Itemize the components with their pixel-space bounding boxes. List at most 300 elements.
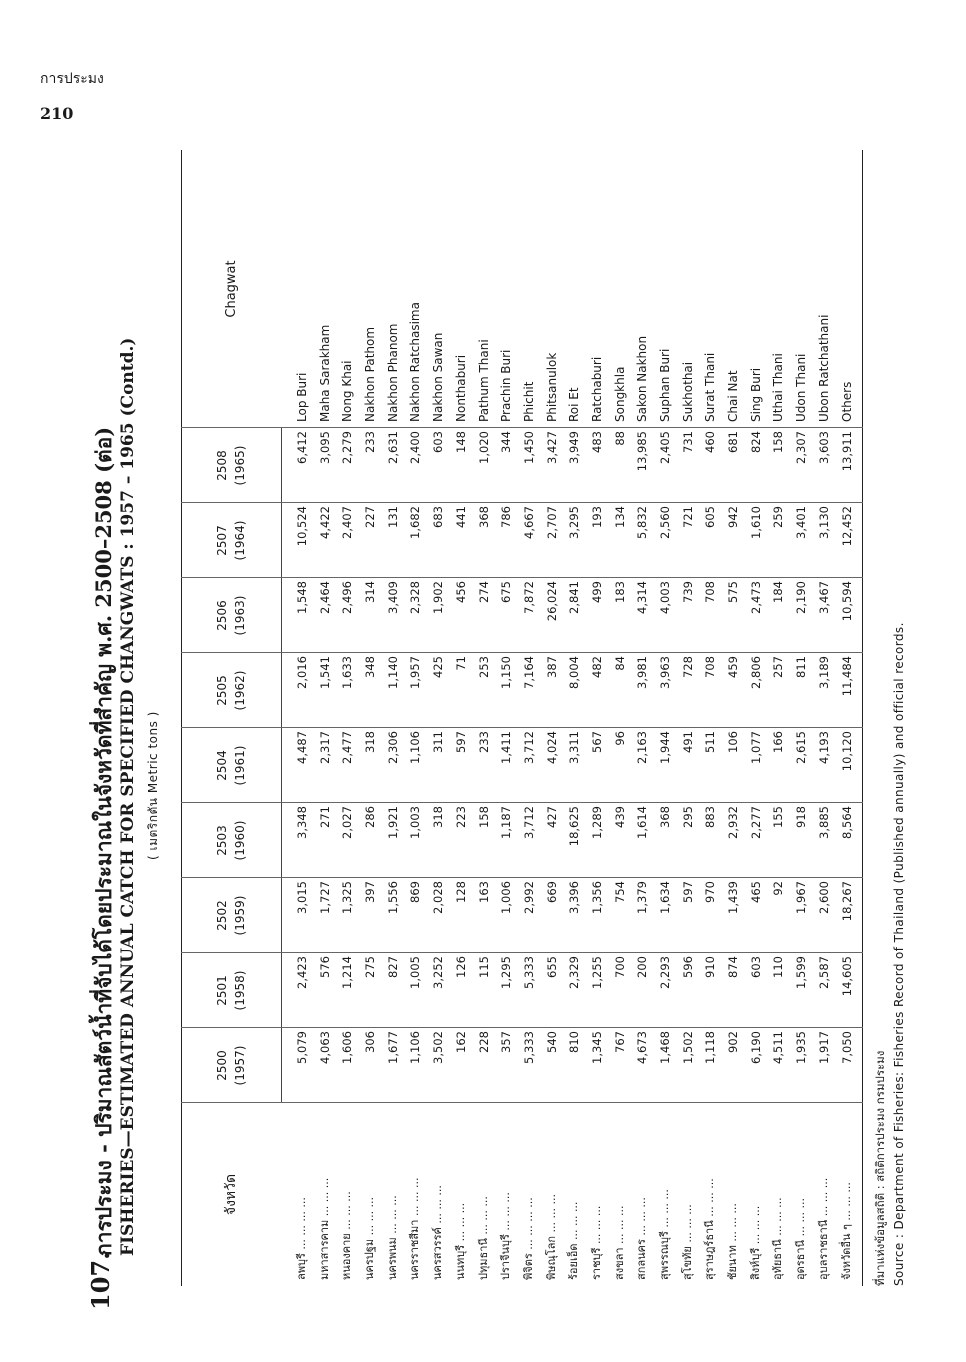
catch-value: 575	[726, 581, 741, 603]
catch-value: 8,004	[567, 656, 582, 689]
catch-value: 728	[680, 656, 695, 678]
catch-value: 669	[544, 881, 559, 903]
catch-value: 368	[476, 506, 491, 528]
catch-value: 368	[658, 806, 672, 828]
catch-value: 7,164	[521, 656, 536, 689]
catch-value: 874	[726, 956, 741, 978]
province-thai: สิงห์บุรี ... ... ...	[748, 1205, 762, 1280]
catch-value: 1,548	[295, 581, 309, 614]
province-english: Sukhothai	[680, 361, 695, 422]
catch-value: 4,673	[635, 1031, 650, 1064]
catch-value: 233	[363, 431, 378, 453]
catch-value: 1,556	[385, 881, 400, 914]
catch-value: 597	[453, 731, 468, 753]
catch-value: 13,911	[839, 431, 854, 472]
year-ce: (1960)	[233, 820, 247, 861]
catch-value: 1,944	[658, 731, 672, 764]
table-number: 107.	[86, 1251, 115, 1310]
catch-value: 397	[363, 881, 378, 903]
catch-value: 4,422	[317, 506, 332, 539]
catch-value: 14,605	[839, 956, 854, 997]
table-row	[518, 150, 541, 1286]
catch-value: 456	[453, 581, 468, 603]
catch-value: 605	[703, 506, 718, 528]
catch-value: 1,606	[340, 1031, 355, 1064]
catch-value: 158	[476, 806, 491, 828]
catch-value: 1,255	[589, 956, 604, 989]
catch-value: 2,992	[521, 881, 536, 914]
year-column-header	[181, 878, 281, 953]
catch-value: 1,935	[794, 1031, 809, 1064]
year-be: 2500	[215, 1050, 229, 1081]
catch-value: 6,190	[748, 1031, 763, 1064]
catch-value: 1,006	[499, 881, 514, 914]
catch-value: 3,252	[431, 956, 446, 989]
table-row	[813, 150, 836, 1286]
catch-value: 3,963	[658, 656, 672, 689]
province-english: Phichit	[521, 381, 536, 422]
catch-value: 3,295	[567, 506, 582, 539]
catch-value: 655	[544, 956, 559, 978]
catch-value: 1,502	[680, 1031, 695, 1064]
catch-value: 92	[771, 881, 786, 896]
province-english: Roi Et	[567, 387, 582, 422]
source-thai: ที่มาแห่งข้อมูลสถิติ : สถิติการประมง กรมประมง	[873, 1050, 887, 1286]
catch-value: 1,957	[408, 656, 423, 689]
province-thai: อุทัยธานี ... ... ...	[771, 1197, 785, 1280]
province-english: Nakhon Sawan	[431, 332, 446, 422]
province-thai: นครราชสีมา ... ... ...	[408, 1177, 422, 1280]
province-thai: ลพบุรี ... ... ... ...	[295, 1197, 308, 1280]
province-thai: นครสวรรค์ ... ... ...	[431, 1185, 445, 1280]
catch-value: 306	[363, 1031, 378, 1053]
catch-value: 1,614	[635, 806, 650, 839]
province-thai: สกลนคร ... ... ...	[635, 1197, 649, 1280]
catch-value: 1,356	[589, 881, 604, 914]
catch-value: 12,452	[839, 506, 854, 547]
catch-value: 3,348	[295, 806, 309, 839]
province-thai: หนองคาย ... ... ...	[340, 1191, 354, 1280]
catch-value: 2,423	[295, 956, 309, 989]
province-english: Pathum Thani	[476, 339, 491, 422]
catch-value: 721	[680, 506, 695, 528]
catch-value: 271	[317, 806, 332, 828]
province-english: Sing Buri	[748, 367, 763, 422]
province-english: Ubon Ratchathani	[816, 314, 831, 422]
year-be: 2503	[215, 825, 229, 856]
catch-value: 7,872	[521, 581, 536, 614]
year-column-header	[181, 428, 281, 503]
province-thai: จังหวัดอื่น ๆ ... ... ...	[839, 1182, 853, 1280]
province-thai: ปราจีนบุรี ... ... ...	[499, 1192, 513, 1280]
province-thai: สุราษฎร์ธานี ... ... ...	[703, 1178, 717, 1280]
catch-value: 96	[612, 731, 627, 746]
catch-value: 1,077	[748, 731, 763, 764]
catch-value: 2,329	[567, 956, 582, 989]
year-column-header	[181, 653, 281, 728]
catch-value: 5,079	[295, 1031, 309, 1064]
catch-value: 166	[771, 731, 786, 753]
year-ce: (1962)	[233, 670, 247, 711]
year-column-header	[181, 728, 281, 803]
catch-value: 357	[499, 1031, 514, 1053]
catch-table	[181, 150, 863, 1286]
catch-value: 708	[703, 581, 718, 603]
table-row	[473, 150, 496, 1286]
province-thai: พิษณุโลก ... ... ...	[544, 1194, 558, 1280]
catch-value: 970	[703, 881, 718, 903]
catch-value: 597	[680, 881, 695, 903]
catch-value: 2,631	[385, 431, 400, 464]
catch-value: 786	[499, 506, 514, 528]
catch-value: 158	[771, 431, 786, 453]
catch-value: 1,140	[385, 656, 400, 689]
catch-value: 2,405	[658, 431, 672, 464]
catch-value: 318	[431, 806, 446, 828]
catch-value: 3,189	[816, 656, 831, 689]
catch-value: 754	[612, 881, 627, 903]
province-english: Maha Sarakham	[317, 324, 332, 422]
catch-value: 1,633	[340, 656, 355, 689]
catch-value: 4,667	[521, 506, 536, 539]
catch-value: 259	[771, 506, 786, 528]
catch-value: 10,524	[295, 506, 309, 547]
catch-value: 683	[431, 506, 446, 528]
catch-value: 1,345	[589, 1031, 604, 1064]
province-thai: นนทบุรี ... ... ...	[453, 1202, 467, 1280]
catch-value: 223	[453, 806, 468, 828]
catch-value: 1,020	[476, 431, 491, 464]
catch-value: 257	[771, 656, 786, 678]
table-row	[767, 150, 790, 1286]
year-column-header	[181, 1028, 281, 1103]
catch-value: 2,328	[408, 581, 423, 614]
catch-value: 1,468	[658, 1031, 672, 1064]
catch-value: 5,832	[635, 506, 650, 539]
title-english: FISHERIES—ESTIMATED ANNUAL CATCH FOR SPECIFIED CHANGWATS : 1957 – 1965 (Contd.)	[118, 337, 138, 1256]
thai-province-header: จังหวัด	[223, 1173, 239, 1216]
catch-value: 4,511	[771, 1031, 786, 1064]
catch-value: 10,120	[839, 731, 854, 772]
catch-value: 918	[794, 806, 809, 828]
catch-value: 2,464	[317, 581, 332, 614]
catch-value: 2,279	[340, 431, 355, 464]
catch-value: 576	[317, 956, 332, 978]
catch-value: 2,306	[385, 731, 400, 764]
province-thai: มหาสารคาม ... ... ...	[317, 1177, 331, 1280]
catch-value: 314	[363, 581, 378, 603]
catch-value: 739	[680, 581, 695, 603]
catch-value: 1,005	[408, 956, 423, 989]
catch-value: 2,841	[567, 581, 582, 614]
catch-value: 2,477	[340, 731, 355, 764]
catch-value: 3,015	[295, 881, 309, 914]
table-row	[359, 150, 382, 1286]
catch-value: 1,106	[408, 731, 423, 764]
catch-value: 3,949	[567, 431, 582, 464]
catch-value: 4,063	[317, 1031, 332, 1064]
catch-value: 3,603	[816, 431, 831, 464]
table-row	[541, 150, 564, 1286]
catch-value: 824	[748, 431, 763, 453]
catch-value: 810	[567, 1031, 582, 1053]
province-thai: ปทุมธานี ... ... ...	[476, 1196, 490, 1280]
catch-value: 2,317	[317, 731, 332, 764]
catch-value: 18,625	[567, 806, 582, 847]
year-be: 2507	[215, 525, 229, 556]
table-row	[291, 150, 314, 1286]
table-row	[404, 150, 427, 1286]
catch-value: 348	[363, 656, 378, 678]
year-column-header	[181, 503, 281, 578]
catch-value: 163	[476, 881, 491, 903]
catch-value: 731	[680, 431, 695, 453]
year-ce: (1959)	[233, 895, 247, 936]
table-row	[631, 150, 654, 1286]
catch-value: 460	[703, 431, 718, 453]
catch-value: 3,885	[816, 806, 831, 839]
province-english: Udon Thani	[794, 353, 809, 422]
catch-value: 1,682	[408, 506, 423, 539]
province-english: Uthai Thani	[771, 353, 786, 422]
catch-value: 4,487	[295, 731, 309, 764]
catch-value: 6,412	[295, 431, 309, 464]
province-thai: ชัยนาท ... ... ...	[726, 1203, 740, 1280]
year-ce: (1963)	[233, 595, 247, 636]
catch-value: 387	[544, 656, 559, 678]
header-sub-rule	[281, 428, 282, 1103]
catch-value: 511	[703, 731, 718, 753]
province-english: Nakhon Ratchasima	[408, 302, 423, 422]
catch-value: 115	[476, 956, 491, 978]
province-thai: อุดรธานี ... ... ...	[794, 1197, 808, 1280]
catch-value: 596	[680, 956, 695, 978]
catch-value: 286	[363, 806, 378, 828]
catch-value: 2,293	[658, 956, 672, 989]
catch-value: 767	[612, 1031, 627, 1053]
catch-value: 869	[408, 881, 423, 903]
catch-value: 1,599	[794, 956, 809, 989]
catch-value: 2,400	[408, 431, 423, 464]
catch-value: 708	[703, 656, 718, 678]
catch-value: 275	[363, 956, 378, 978]
catch-value: 700	[612, 956, 627, 978]
catch-value: 2,163	[635, 731, 650, 764]
province-english: Songkhla	[612, 366, 627, 422]
catch-value: 274	[476, 581, 491, 603]
catch-value: 3,712	[521, 806, 536, 839]
catch-value: 162	[453, 1031, 468, 1053]
catch-value: 681	[726, 431, 741, 453]
catch-value: 3,401	[794, 506, 809, 539]
province-english: Nonthaburi	[453, 354, 468, 422]
catch-value: 3,130	[816, 506, 831, 539]
catch-value: 1,610	[748, 506, 763, 539]
catch-value: 84	[612, 656, 627, 671]
catch-value: 2,707	[544, 506, 559, 539]
catch-value: 1,214	[340, 956, 355, 989]
province-thai: อุบลราชธานี ... ... ...	[816, 1177, 830, 1280]
province-english: Nong Khai	[340, 360, 355, 422]
catch-value: 441	[453, 506, 468, 528]
province-thai: สุพรรณบุรี ... ... ...	[658, 1189, 671, 1280]
catch-value: 1,289	[589, 806, 604, 839]
catch-value: 2,028	[431, 881, 446, 914]
table-row	[563, 150, 586, 1286]
catch-value: 13,985	[635, 431, 650, 472]
catch-value: 233	[476, 731, 491, 753]
catch-value: 3,396	[567, 881, 582, 914]
catch-value: 228	[476, 1031, 491, 1053]
year-ce: (1957)	[233, 1045, 247, 1086]
catch-value: 2,587	[816, 956, 831, 989]
catch-value: 3,502	[431, 1031, 446, 1064]
province-thai: สุโขทัย ... ... ...	[680, 1204, 694, 1280]
table-row	[654, 150, 677, 1286]
catch-value: 2,473	[748, 581, 763, 614]
province-english: Nakhon Phanom	[385, 323, 400, 422]
catch-value: 2,277	[748, 806, 763, 839]
catch-value: 883	[703, 806, 718, 828]
catch-value: 1,003	[408, 806, 423, 839]
catch-value: 2,307	[794, 431, 809, 464]
catch-value: 1,727	[317, 881, 332, 914]
catch-value: 2,016	[295, 656, 309, 689]
year-column-header	[181, 803, 281, 878]
year-ce: (1961)	[233, 745, 247, 786]
catch-value: 148	[453, 431, 468, 453]
catch-value: 295	[680, 806, 695, 828]
catch-value: 603	[431, 431, 446, 453]
year-be: 2508	[215, 450, 229, 481]
title-thai: การประมง - ปริมาณสัตว์น้ำที่จับได้โดยประมาณในจังหวัดที่สำคัญ พ.ศ. 2500–2508 (ต่อ)	[91, 426, 116, 1256]
table-row	[609, 150, 632, 1286]
catch-value: 10,594	[839, 581, 854, 622]
year-column-header	[181, 953, 281, 1028]
catch-value: 131	[385, 506, 400, 528]
table-bottom-rule	[862, 150, 863, 1286]
catch-value: 942	[726, 506, 741, 528]
catch-value: 540	[544, 1031, 559, 1053]
catch-value: 11,484	[839, 656, 854, 697]
catch-value: 603	[748, 956, 763, 978]
catch-value: 491	[680, 731, 695, 753]
province-english: Lop Buri	[295, 372, 309, 422]
year-ce: (1964)	[233, 520, 247, 561]
catch-value: 2,027	[340, 806, 355, 839]
catch-value: 1,411	[499, 731, 514, 764]
catch-value: 1,677	[385, 1031, 400, 1064]
catch-value: 344	[499, 431, 514, 453]
catch-value: 1,118	[703, 1031, 718, 1064]
catch-value: 5,333	[521, 1031, 536, 1064]
catch-value: 1,439	[726, 881, 741, 914]
catch-value: 2,190	[794, 581, 809, 614]
catch-value: 3,712	[521, 731, 536, 764]
catch-value: 425	[431, 656, 446, 678]
catch-value: 1,902	[431, 581, 446, 614]
catch-value: 1,967	[794, 881, 809, 914]
header-label: การประมง	[40, 71, 104, 87]
province-thai: สงขลา ... ... ...	[612, 1205, 626, 1280]
catch-value: 2,560	[658, 506, 672, 539]
table-row	[677, 150, 700, 1286]
catch-value: 4,024	[544, 731, 559, 764]
catch-value: 1,106	[408, 1031, 423, 1064]
catch-value: 3,467	[816, 581, 831, 614]
catch-value: 183	[612, 581, 627, 603]
catch-value: 200	[635, 956, 650, 978]
catch-value: 1,325	[340, 881, 355, 914]
catch-value: 427	[544, 806, 559, 828]
year-be: 2502	[215, 900, 229, 931]
catch-value: 71	[453, 656, 468, 671]
catch-value: 318	[363, 731, 378, 753]
catch-value: 902	[726, 1031, 741, 1053]
year-be: 2501	[215, 975, 229, 1006]
catch-value: 2,932	[726, 806, 741, 839]
catch-value: 4,314	[635, 581, 650, 614]
province-english: Ratchaburi	[589, 356, 604, 422]
catch-value: 2,600	[816, 881, 831, 914]
catch-value: 253	[476, 656, 491, 678]
catch-value: 465	[748, 881, 763, 903]
province-english: Surat Thani	[703, 352, 718, 422]
province-thai: นครพนม ... ... ...	[385, 1195, 399, 1280]
catch-value: 2,496	[340, 581, 355, 614]
province-english: Chai Nat	[726, 370, 741, 422]
catch-value: 126	[453, 956, 468, 978]
catch-value: 3,095	[317, 431, 332, 464]
year-column-header	[181, 578, 281, 653]
year-be: 2504	[215, 750, 229, 781]
province-english: Nakhon Pathom	[363, 326, 378, 422]
catch-value: 827	[385, 956, 400, 978]
catch-value: 184	[771, 581, 786, 603]
catch-value: 4,003	[658, 581, 672, 614]
year-be: 2506	[215, 600, 229, 631]
catch-value: 134	[612, 506, 627, 528]
table-row	[382, 150, 405, 1286]
catch-value: 128	[453, 881, 468, 903]
province-english: Prachin Buri	[499, 349, 514, 422]
province-english: Sakon Nakhon	[635, 335, 650, 422]
year-ce: (1958)	[233, 970, 247, 1011]
catch-value: 675	[499, 581, 514, 603]
table-row	[314, 150, 337, 1286]
catch-value: 1,295	[499, 956, 514, 989]
catch-value: 227	[363, 506, 378, 528]
table-body	[291, 150, 858, 1286]
catch-value: 26,024	[544, 581, 559, 622]
catch-value: 1,187	[499, 806, 514, 839]
year-ce: (1965)	[233, 445, 247, 486]
catch-value: 567	[589, 731, 604, 753]
catch-value: 1,634	[658, 881, 672, 914]
catch-value: 499	[589, 581, 604, 603]
catch-value: 88	[612, 431, 627, 446]
catch-value: 1,379	[635, 881, 650, 914]
source-english: Source : Department of Fisheries: Fisheries Record of Thailand (Published annually) and official records.	[892, 622, 906, 1286]
unit-label: ( เมตริกตัน Metric tons )	[146, 711, 160, 860]
province-thai: นครปฐม ... ... ...	[363, 1196, 377, 1280]
table-row	[336, 150, 359, 1286]
table-row	[586, 150, 609, 1286]
english-province-header: Chagwat	[223, 260, 239, 318]
catch-value: 7,050	[839, 1031, 854, 1064]
catch-value: 311	[431, 731, 446, 753]
catch-value: 2,615	[794, 731, 809, 764]
